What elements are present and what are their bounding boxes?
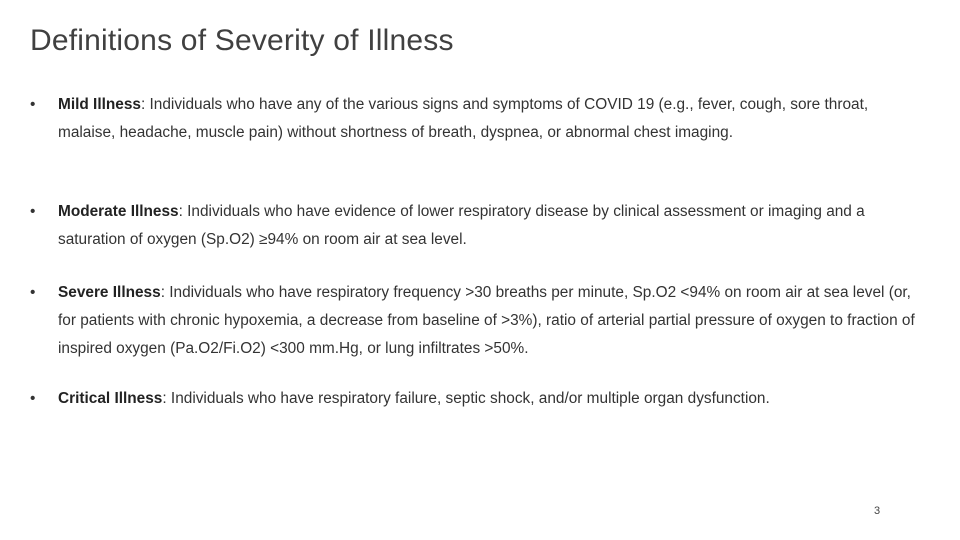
list-item-mild-illness (30, 91, 910, 147)
list-item-critical-illness (30, 385, 910, 413)
bullet-icon: • (30, 390, 36, 407)
term-label: Mild Illness (58, 96, 141, 113)
list-item-content (58, 385, 920, 413)
bullet-icon: • (30, 203, 36, 220)
page-number: 3 (874, 505, 881, 517)
list-item-moderate-illness (30, 198, 910, 254)
definition-text: : Individuals who have respiratory frequency >30 breaths per minute, Sp.O2 <94% on room air at sea level (or, for patients with chronic hypoxemia, a decrease from baseline of >3%), ratio of arterial partial pressure of oxygen to fraction of inspired oxygen (Pa.O2/Fi.O2) <300 mm.Hg, or lung infiltrates >50%. (58, 284, 915, 357)
list-item-severe-illness (30, 279, 915, 363)
definition-text: : Individuals who have respiratory failure, septic shock, and/or multiple organ dysfunction. (162, 390, 770, 407)
term-label: Moderate Illness (58, 203, 179, 220)
term-label: Critical Illness (58, 390, 163, 407)
term-label: Severe Illness (58, 284, 161, 301)
bullet-icon: • (30, 96, 36, 113)
slide-title: Definitions of Severity of Illness (30, 24, 454, 57)
definition-text: : Individuals who have evidence of lower respiratory disease by clinical assessment or imaging and a saturation of oxygen (Sp.O2) ≥94% on room air at sea level. (58, 203, 865, 248)
bullet-icon: • (30, 284, 36, 301)
list-item-content (58, 91, 920, 147)
definition-text: : Individuals who have any of the various signs and symptoms of COVID 19 (e.g., fever, cough, sore throat, malaise, headache, muscle pain) without shortness of breath, dyspnea, or abnormal chest imaging. (58, 96, 869, 141)
list-item-content (58, 198, 920, 254)
list-item-content (58, 279, 920, 363)
